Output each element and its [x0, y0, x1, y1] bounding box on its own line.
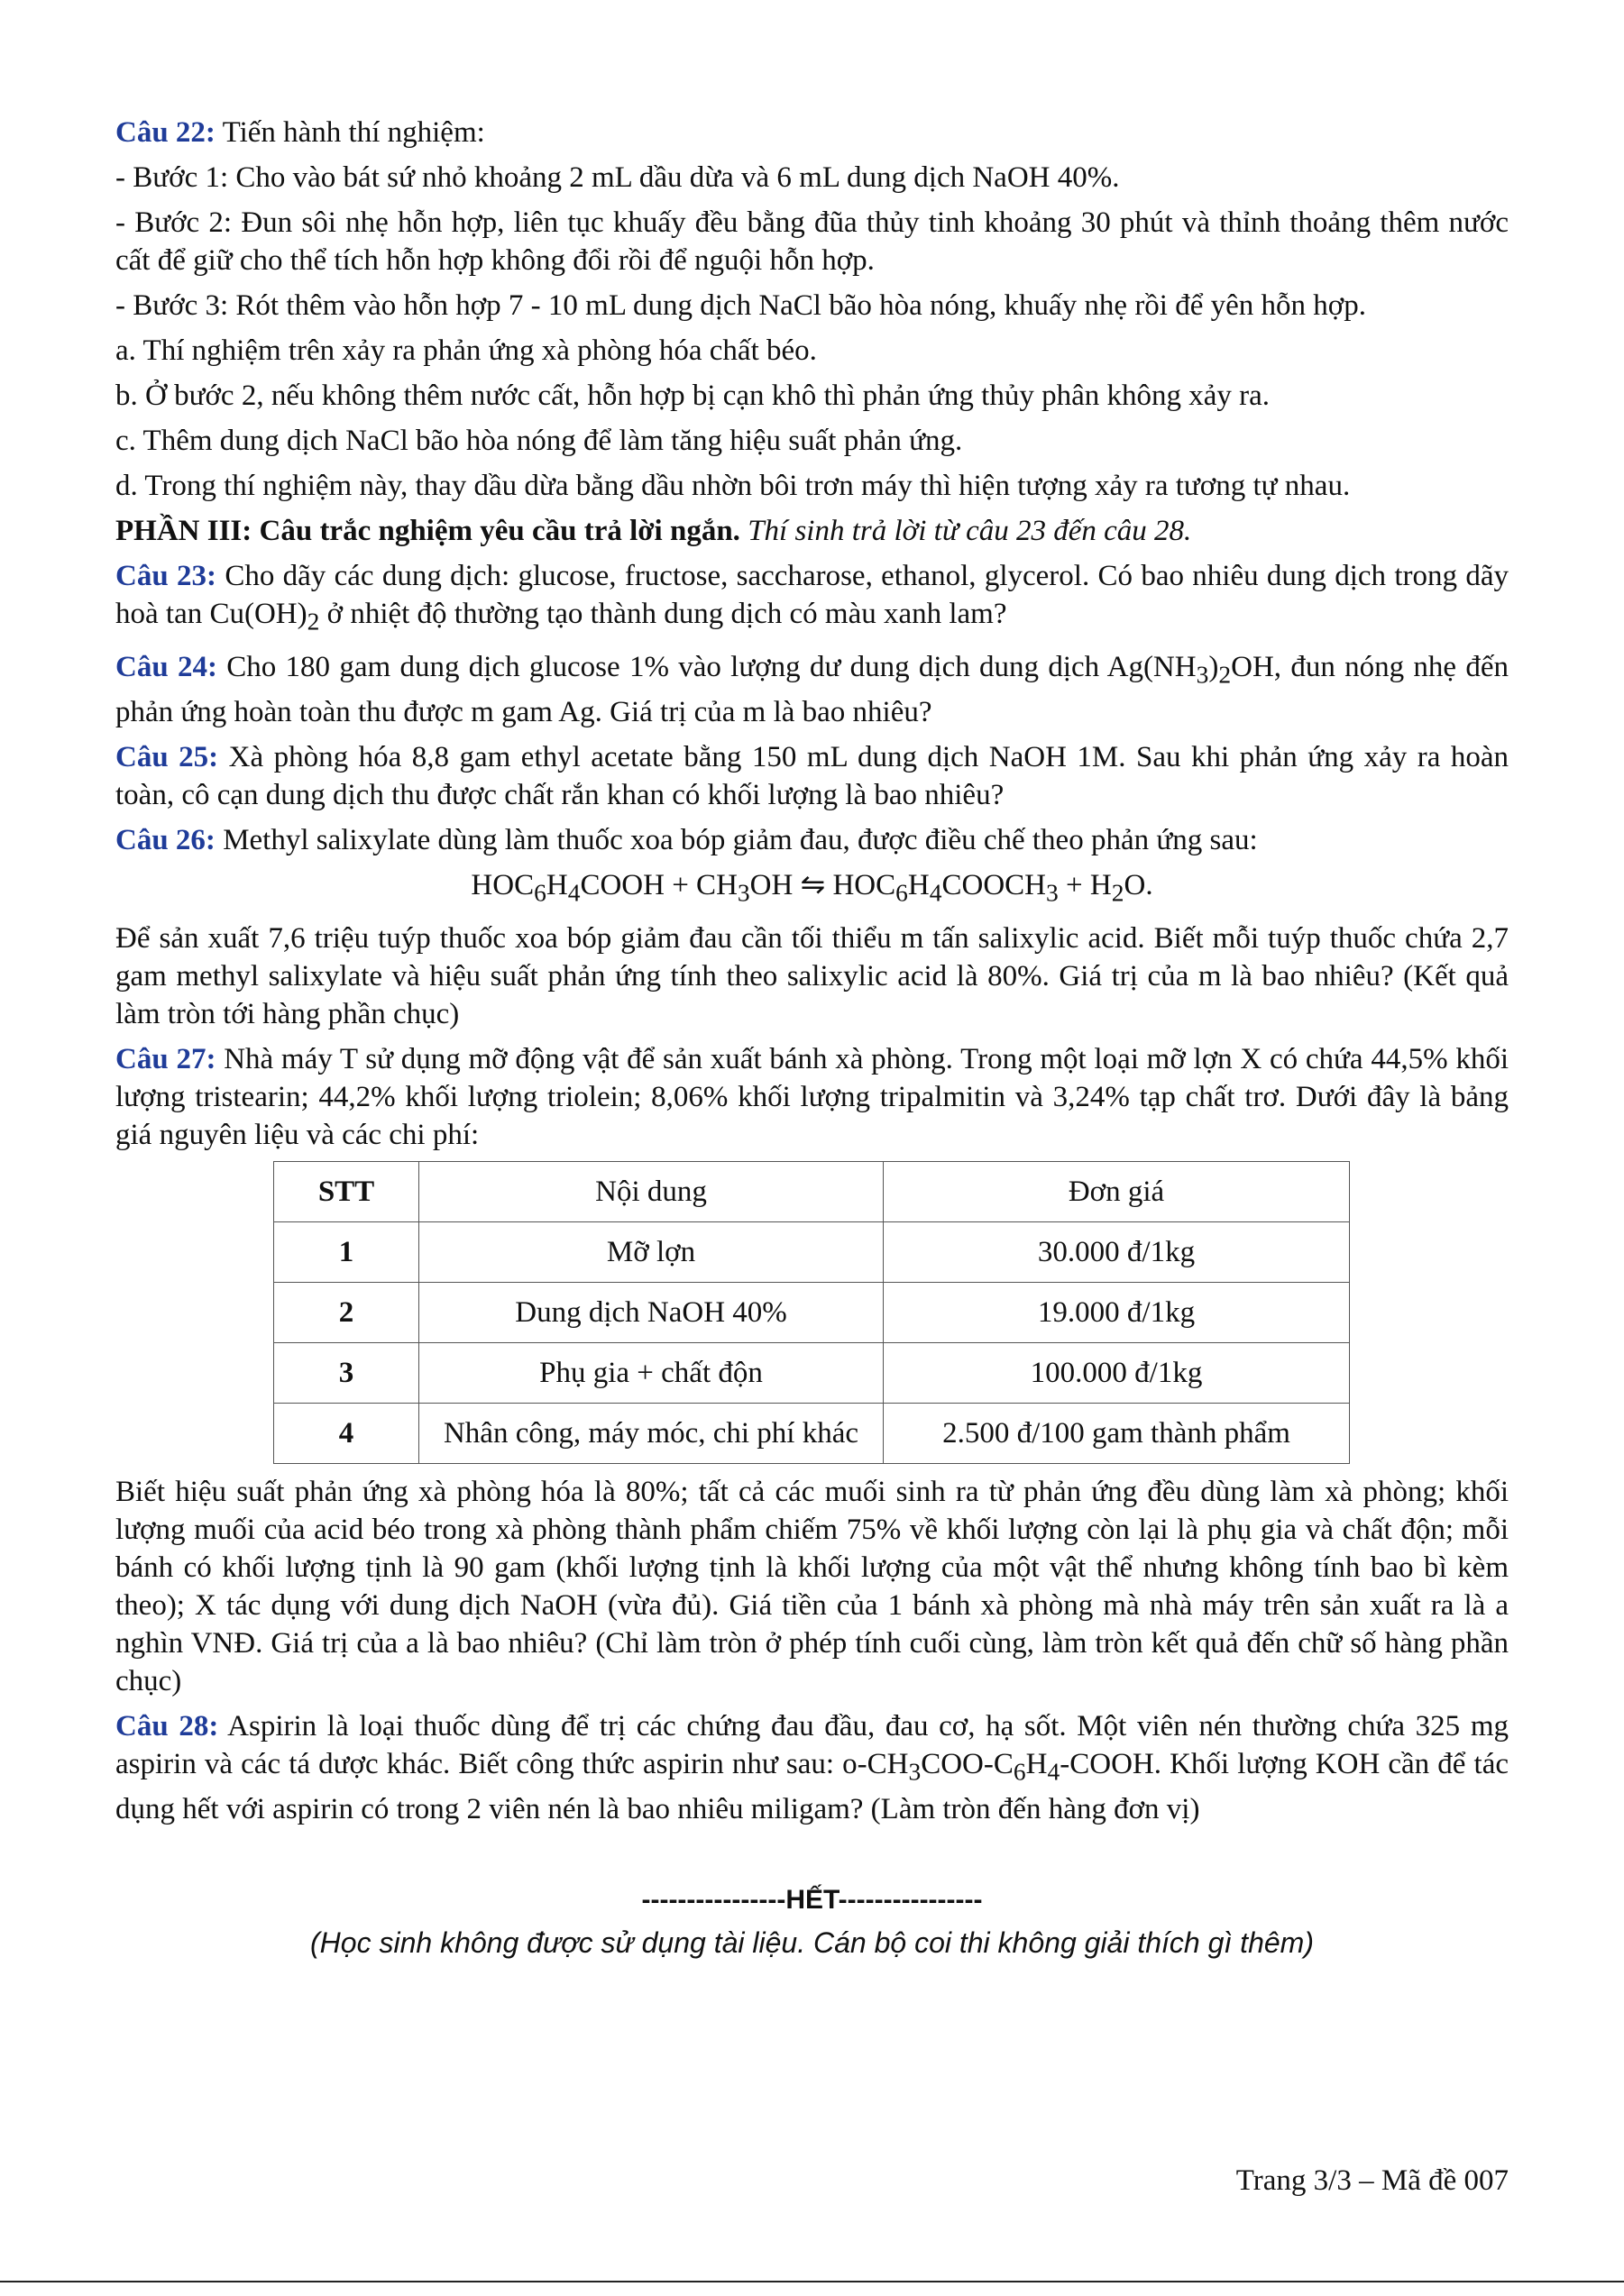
cell-stt: 2	[274, 1282, 419, 1342]
question-22-step-3: - Bước 3: Rót thêm vào hỗn hợp 7 - 10 mL dung dịch NaCl bão hòa nóng, khuấy nhẹ rồi để yên hỗn hợp.	[115, 289, 1366, 322]
part-3-heading	[115, 512, 1509, 550]
subscript: 3	[1046, 878, 1059, 907]
part-3-title: PHẦN III: Câu trắc nghiệm yêu cầu trả lời ngắn.	[115, 515, 740, 547]
eq-part: O.	[1124, 869, 1153, 902]
cell-price: 19.000 đ/1kg	[884, 1282, 1350, 1342]
subscript: 3	[908, 1757, 922, 1786]
page-number: Trang 3/3 – Mã đề 007	[1235, 2164, 1509, 2197]
question-26-body: Để sản xuất 7,6 triệu tuýp thuốc xoa bóp giảm đau cần tối thiểu m tấn salixylic acid. Biết mỗi tuýp thuốc chứa 2,7 gam methyl salixylate và hiệu suất phản ứng tính theo salixylic acid là 80%. Giá trị của m là bao nhiêu? (Kết quả làm tròn tới hàng phần chục)	[115, 921, 1509, 1030]
cell-stt: 1	[274, 1221, 419, 1282]
table-row	[274, 1342, 1350, 1403]
question-28-text-cont: H	[1025, 1747, 1048, 1780]
question-28-text-end: -COOH. Khối lượng KOH cần để tác dụng hết với aspirin có trong 2 viên nén là bao nhiêu miligam? (Làm tròn đến hàng đơn vị)	[115, 1747, 1509, 1826]
cell-content: Dung dịch NaOH 40%	[419, 1282, 884, 1342]
question-24-label: Câu 24:	[115, 650, 217, 683]
question-28-label: Câu 28:	[115, 1709, 219, 1743]
cell-price: 30.000 đ/1kg	[884, 1221, 1350, 1282]
question-26	[115, 821, 1509, 859]
question-22-step-2: - Bước 2: Đun sôi nhẹ hỗn hợp, liên tục khuấy đều bằng đũa thủy tinh khoảng 30 phút và thỉnh thoảng thêm nước cất để giữ cho thể tích hỗn hợp không đổi rồi để nguội hỗn hợp.	[115, 206, 1509, 277]
subscript: 2	[307, 607, 320, 636]
subscript: 6	[534, 878, 546, 907]
question-26-label: Câu 26:	[115, 824, 216, 857]
exam-page	[115, 114, 1509, 1962]
eq-part: H	[907, 869, 930, 902]
table-header-row	[274, 1161, 1350, 1221]
question-23-text-cont: ở nhiệt độ thường tạo thành dung dịch có màu xanh lam?	[319, 598, 1007, 630]
eq-part: COOH + CH	[580, 869, 738, 902]
question-25-text: Xà phòng hóa 8,8 gam ethyl acetate bằng 150 mL dung dịch NaOH 1M. Sau khi phản ứng xảy ra hoàn toàn, cô cạn dung dịch thu được chất rắn khan có khối lượng là bao nhiêu?	[115, 741, 1509, 812]
cell-content: Phụ gia + chất độn	[419, 1342, 884, 1403]
question-22-option-a: a. Thí nghiệm trên xảy ra phản ứng xà phòng hóa chất béo.	[115, 334, 817, 367]
question-27-text: Nhà máy T sử dụng mỡ động vật để sản xuất bánh xà phòng. Trong một loại mỡ lợn X có chứa 44,5% khối lượng tristearin; 44,2% khối lượng triolein; 8,06% khối lượng tripalmitin và 3,24% tạp chất trơ. Dưới đây là bảng giá nguyên liệu và các chi phí:	[115, 1042, 1509, 1151]
subscript: 2	[1111, 878, 1124, 907]
question-26-equation	[115, 866, 1509, 912]
question-25-label: Câu 25:	[115, 741, 219, 774]
subscript: 4	[929, 878, 942, 907]
question-22-option-d: d. Trong thí nghiệm này, thay dầu dừa bằng dầu nhờn bôi trơn máy thì hiện tượng xảy ra tương tự nhau.	[115, 470, 1351, 502]
header-content: Nội dung	[419, 1161, 884, 1221]
question-22-option-b: b. Ở bước 2, nếu không thêm nước cất, hỗn hợp bị cạn khô thì phản ứng thủy phân không xảy ra.	[115, 380, 1271, 412]
question-23-label: Câu 23:	[115, 560, 216, 592]
question-22-step-1: - Bước 1: Cho vào bát sứ nhỏ khoảng 2 mL dầu dừa và 6 mL dung dịch NaOH 40%.	[115, 161, 1120, 194]
question-28-text-cont: COO-C	[921, 1747, 1014, 1780]
eq-part: OH ⇋ HOC	[749, 869, 896, 902]
exam-footer-note: (Học sinh không được sử dụng tài liệu. Cán bộ coi thi không giải thích gì thêm)	[310, 1926, 1314, 1960]
table-row	[274, 1403, 1350, 1463]
cell-stt: 4	[274, 1403, 419, 1463]
table-row	[274, 1282, 1350, 1342]
table-row	[274, 1221, 1350, 1282]
price-table	[273, 1161, 1350, 1464]
question-23	[115, 557, 1509, 641]
question-27-label: Câu 27:	[115, 1042, 216, 1075]
question-22-label: Câu 22:	[115, 116, 216, 149]
eq-part: HOC	[471, 869, 535, 902]
subscript: 4	[1047, 1757, 1060, 1786]
eq-part: + H	[1058, 869, 1112, 902]
part-3-note: Thí sinh trả lời từ câu 23 đến câu 28.	[739, 515, 1192, 547]
subscript: 4	[567, 878, 581, 907]
question-24-text-cont: )	[1208, 650, 1219, 683]
eq-part: COOCH	[941, 869, 1047, 902]
subscript: 6	[1013, 1757, 1026, 1786]
question-27	[115, 1040, 1509, 1154]
bottom-divider	[0, 2281, 1624, 2282]
cell-price: 100.000 đ/1kg	[884, 1342, 1350, 1403]
question-24-text: Cho 180 gam dung dịch glucose 1% vào lượng dư dung dịch dung dịch Ag(NH	[216, 650, 1197, 683]
subscript: 6	[895, 878, 908, 907]
cell-content: Mỡ lợn	[419, 1221, 884, 1282]
question-24-text-end: OH, đun nóng nhẹ đến phản ứng hoàn toàn thu được m gam Ag. Giá trị của m là bao nhiêu?	[115, 650, 1509, 729]
question-22-text: Tiến hành thí nghiệm:	[215, 116, 485, 149]
subscript: 3	[737, 878, 750, 907]
question-24	[115, 648, 1509, 732]
question-26-text: Methyl salixylate dùng làm thuốc xoa bóp giảm đau, được điều chế theo phản ứng sau:	[215, 824, 1258, 857]
cell-stt: 3	[274, 1342, 419, 1403]
question-23-text: Cho dãy các dung dịch: glucose, fructose, saccharose, ethanol, glycerol. Có bao nhiêu dung dịch trong dãy hoà tan Cu(OH)	[115, 560, 1509, 630]
question-28-text: Aspirin là loại thuốc dùng để trị các chứng đau đầu, đau cơ, hạ sốt. Một viên nén thường chứa 325 mg aspirin và các tá dược khác. Biết công thức aspirin như sau: o-CH	[115, 1709, 1509, 1780]
subscript: 2	[1218, 660, 1232, 689]
subscript: 3	[1196, 660, 1209, 689]
cell-price: 2.500 đ/100 gam thành phẩm	[884, 1403, 1350, 1463]
question-22-option-c: c. Thêm dung dịch NaCl bão hòa nóng để làm tăng hiệu suất phản ứng.	[115, 425, 963, 457]
question-22-intro	[115, 114, 1509, 151]
question-27-body: Biết hiệu suất phản ứng xà phòng hóa là 80%; tất cả các muối sinh ra từ phản ứng đều dùng làm xà phòng; khối lượng muối của acid béo trong xà phòng thành phẩm chiếm 75% về khối lượng còn lại là phụ gia và chất độn; mỗi bánh có khối lượng tịnh là 90 gam (khối lượng tịnh là khối lượng của một vật thể nhưng không tính bao bì kèm theo); X tác dụng với dung dịch NaOH (vừa đủ). Giá tiền của 1 bánh xà phòng mà nhà máy trên sản xuất ra là a nghìn VNĐ. Giá trị của a là bao nhiêu? (Chỉ làm tròn ở phép tính cuối cùng, làm tròn kết quả đến chữ số hàng phần chục)	[115, 1475, 1509, 1697]
question-28	[115, 1707, 1509, 1829]
question-25	[115, 738, 1509, 814]
eq-part: H	[546, 869, 568, 902]
end-marker: ----------------HẾT----------------	[641, 1885, 983, 1916]
header-stt: STT	[274, 1161, 419, 1221]
cell-content: Nhân công, máy móc, chi phí khác	[419, 1403, 884, 1463]
header-price: Đơn giá	[884, 1161, 1350, 1221]
